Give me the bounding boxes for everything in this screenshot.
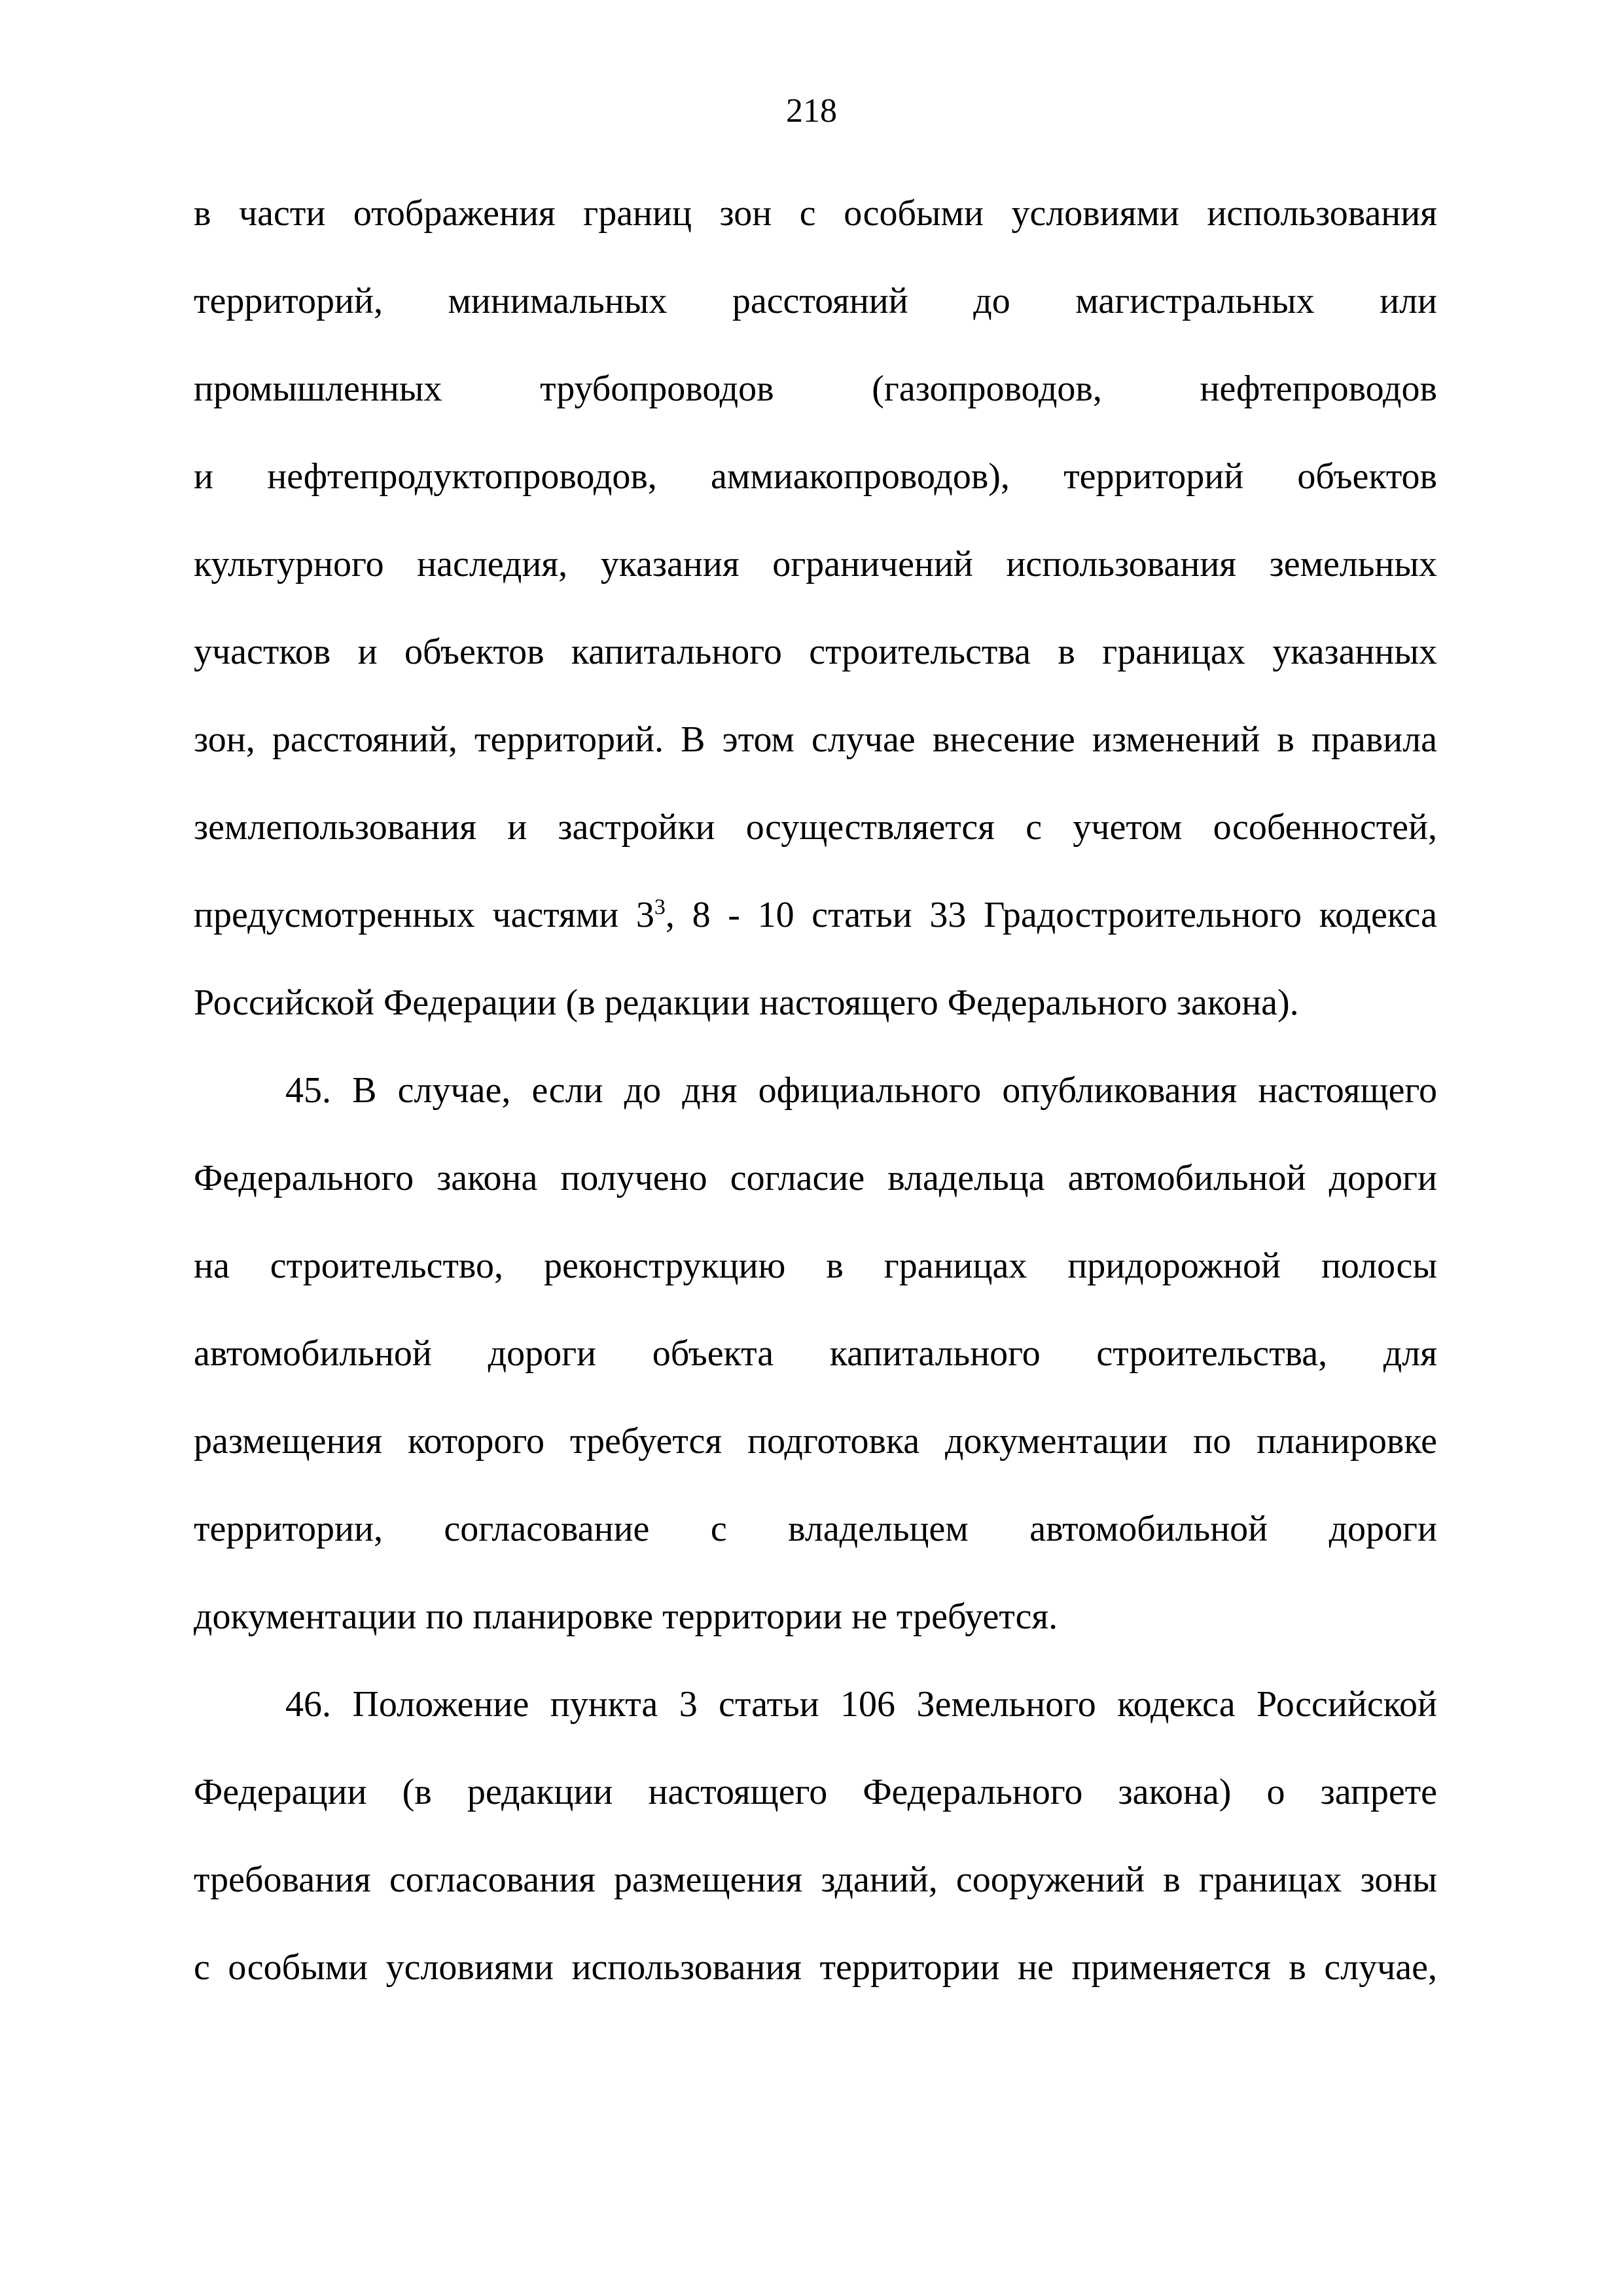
- text-line: документации по планировке территории не требуется.: [194, 1596, 1058, 1637]
- text-line: с особыми условиями использования территории не применяется в случае,: [194, 1947, 1437, 1988]
- text-line: Федерального закона получено согласие владельца автомобильной дороги: [194, 1158, 1437, 1198]
- text-line: промышленных трубопроводов (газопроводов, нефтепроводов: [194, 368, 1437, 409]
- text-line: территорий, минимальных расстояний до магистральных или: [194, 281, 1437, 321]
- text-line: участков и объектов капитального строительства в границах указанных: [194, 632, 1437, 672]
- paragraph-45-first-line: 45. В случае, если до дня официального опубликования настоящего: [285, 1070, 1437, 1111]
- page-number: 218: [786, 92, 837, 130]
- document-body: [194, 190, 1437, 2032]
- text-line: и нефтепродуктопроводов, аммиакопроводов), территорий объектов: [194, 456, 1437, 497]
- text-line: в части отображения границ зон с особыми условиями использования: [194, 193, 1437, 234]
- text-line: автомобильной дороги объекта капитального строительства, для: [194, 1333, 1437, 1374]
- text-line: Федерации (в редакции настоящего Федерального закона) о запрете: [194, 1772, 1437, 1812]
- text-line: территории, согласование с владельцем автомобильной дороги: [194, 1509, 1437, 1549]
- text-line: землепользования и застройки осуществляется с учетом особенностей,: [194, 807, 1437, 848]
- superscript: 3: [654, 895, 666, 920]
- text-line: требования согласования размещения зданий, сооружений в границах зоны: [194, 1859, 1437, 1900]
- line-text-after: , 8 - 10 статьи 33 Градостроительного кодекса: [665, 895, 1438, 935]
- line-text-before: предусмотренных частями 3: [194, 895, 654, 935]
- text-line: на строительство, реконструкцию в границах придорожной полосы: [194, 1246, 1437, 1286]
- text-line: размещения которого требуется подготовка документации по планировке: [194, 1421, 1437, 1462]
- paragraph-46-first-line: 46. Положение пункта 3 статьи 106 Земельного кодекса Российской: [285, 1684, 1437, 1725]
- text-line: зон, расстояний, территорий. В этом случае внесение изменений в правила: [194, 719, 1437, 760]
- text-line-with-superscript: [194, 891, 1437, 979]
- text-line: культурного наследия, указания ограничений использования земельных: [194, 544, 1437, 584]
- text-line: Российской Федерации (в редакции настоящего Федерального закона).: [194, 982, 1299, 1023]
